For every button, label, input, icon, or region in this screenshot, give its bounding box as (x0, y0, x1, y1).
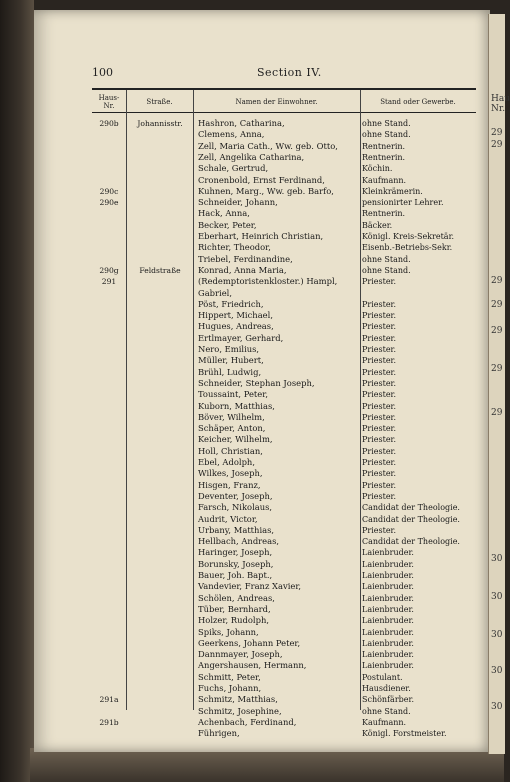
occupation: Priester. (362, 401, 397, 411)
house-number: 291a (99, 695, 119, 705)
house-number: 290c (99, 186, 119, 196)
resident-name: Deventer, Joseph, (198, 490, 273, 501)
occupation: Kaufmann. (362, 717, 407, 727)
table-row (92, 401, 476, 412)
resident-name: Schäper, Anton, (198, 423, 266, 434)
occupation: ohne Stand. (362, 119, 411, 128)
table-row (92, 728, 476, 739)
next-page-fragment: Nr. (491, 104, 506, 114)
occupation: Laienbruder. (362, 548, 414, 558)
table-row (92, 152, 476, 163)
resident-name: Gabriel, (198, 287, 233, 298)
street-name: Johannisstr. (137, 119, 183, 128)
occupation: Köchin. (362, 164, 393, 174)
occupation: Laienbruder. (362, 638, 414, 648)
resident-name: Schmitz, Matthias, (198, 694, 278, 705)
house-number: 290e (99, 198, 119, 208)
table-row (92, 649, 476, 660)
resident-name: Schneider, Johann, (198, 197, 278, 208)
occupation: Priester. (362, 446, 397, 456)
resident-name: Eberhart, Heinrich Christian, (198, 231, 324, 241)
table-row (92, 559, 476, 570)
resident-name: Bauer, Joh. Bapt., (198, 570, 273, 580)
page-number: 100 (92, 66, 113, 79)
table-row (92, 355, 476, 366)
occupation: Laienbruder. (362, 661, 414, 671)
occupation: ohne Stand. (362, 706, 411, 716)
table-row (92, 638, 476, 649)
table-row (92, 129, 476, 140)
column-header-namen: Namen der Einwohner. (235, 98, 318, 106)
resident-name: Achenbach, Ferdinand, (198, 716, 297, 727)
table-row (92, 220, 476, 231)
next-page-fragment: 29 (491, 364, 503, 374)
resident-name: Holzer, Rudolph, (198, 615, 269, 626)
resident-name: Müller, Hubert, (198, 355, 264, 366)
section-title: Section IV. (257, 66, 322, 79)
column-header-hausnr: Haus- Nr. (98, 94, 120, 110)
table-row (92, 446, 476, 457)
resident-name: (Redemptoristenkloster.) Hampl, (198, 276, 338, 287)
resident-name: Kuhnen, Marg., Ww. geb. Barfo, (198, 185, 334, 196)
occupation: Priester. (362, 480, 397, 490)
table-row (92, 491, 476, 502)
table-row (92, 299, 476, 310)
resident-name: Pöst, Friedrich, (198, 298, 264, 309)
table-row (92, 321, 476, 332)
next-page-fragment: 30 (491, 702, 503, 712)
table-row (92, 378, 476, 389)
table-row (92, 367, 476, 378)
table-row (92, 118, 476, 129)
occupation: Rentnerin. (362, 209, 406, 219)
occupation: Priester. (362, 469, 397, 479)
next-page-fragment: 29 (491, 326, 503, 336)
occupation: Candidat der Theologie. (362, 503, 460, 513)
book-edge (30, 748, 504, 782)
next-page-fragment: Hau (491, 94, 510, 104)
next-page-fragment: 30 (491, 554, 503, 564)
resident-name: Keicher, Wilhelm, (198, 434, 273, 445)
table-row (92, 717, 476, 728)
table-row (92, 163, 476, 174)
page-header (92, 66, 480, 82)
occupation: Schönfärber. (362, 695, 414, 705)
house-number: 291 (101, 277, 117, 287)
table-row (92, 694, 476, 705)
table-row (92, 288, 476, 299)
table-row (92, 389, 476, 400)
table-row (92, 197, 476, 208)
table-row (92, 502, 476, 513)
resident-name: Hugues, Andreas, (198, 321, 274, 332)
occupation: Priester. (362, 424, 397, 434)
resident-name: Becker, Peter, (198, 219, 257, 230)
resident-name: Urbany, Matthias, (198, 524, 275, 535)
resident-name: Clemens, Anna, (198, 129, 265, 140)
table-row (92, 344, 476, 355)
resident-name: Geerkens, Johann Peter, (198, 637, 301, 648)
occupation: Priester. (362, 458, 397, 467)
next-page-fragment: 29 (491, 408, 503, 418)
resident-name: Hack, Anna, (198, 208, 250, 219)
occupation: Laienbruder. (362, 650, 414, 660)
resident-name: Hisgen, Franz, (198, 479, 261, 490)
resident-name: Nero, Emilius, (198, 344, 260, 354)
occupation: Priester. (362, 378, 397, 388)
resident-name: Toussaint, Peter, (198, 389, 269, 400)
residents-table (92, 88, 476, 739)
occupation: ohne Stand. (362, 254, 411, 264)
occupation: Laienbruder. (362, 571, 414, 580)
resident-name: Tüber, Bernhard, (198, 603, 271, 614)
occupation: Königl. Kreis-Sekretär. (362, 232, 455, 241)
resident-name: Hellbach, Andreas, (198, 536, 280, 547)
resident-name: Ebel, Adolph, (198, 457, 255, 467)
occupation: Laienbruder. (362, 593, 414, 603)
resident-name: Böver, Wilhelm, (198, 411, 265, 422)
occupation: Candidat der Theologie. (362, 514, 460, 524)
resident-name: Fuchs, Johann, (198, 683, 262, 693)
table-row (92, 604, 476, 615)
occupation: Priester. (362, 356, 397, 366)
next-page-fragment: 29 (491, 276, 503, 286)
occupation: Rentnerin. (362, 152, 406, 162)
book-spine (0, 0, 34, 782)
resident-name: Schmitz, Josephine, (198, 705, 282, 716)
table-row (92, 547, 476, 558)
table-row (92, 525, 476, 536)
resident-name: Vandevier, Franz Xavier, (198, 581, 302, 592)
house-number: 290g (99, 265, 119, 275)
resident-name: Kuborn, Matthias, (198, 400, 275, 411)
table-row (92, 310, 476, 321)
occupation: ohne Stand. (362, 130, 411, 140)
table-row (92, 412, 476, 423)
occupation: Kleinkrämerin. (362, 186, 423, 196)
column-header-strasse: Straße. (146, 98, 173, 106)
resident-name: Zell, Angelika Catharina, (198, 151, 305, 162)
resident-name: Triebel, Ferdinandine, (198, 253, 293, 264)
resident-name: Hashron, Catharina, (198, 118, 285, 128)
table-row (92, 672, 476, 683)
occupation: Priester. (362, 333, 397, 343)
resident-name: Ertlmayer, Gerhard, (198, 332, 284, 343)
resident-name: Schneider, Stephan Joseph, (198, 377, 315, 388)
occupation: Kaufmann. (362, 175, 407, 185)
table-row (92, 570, 476, 581)
table-row (92, 434, 476, 445)
resident-name: Farsch, Nikolaus, (198, 502, 273, 513)
column-header-stand: Stand oder Gewerbe. (380, 98, 456, 106)
occupation: Laienbruder. (362, 582, 414, 592)
occupation: Priester. (362, 412, 397, 422)
resident-name: Richter, Theodor, (198, 242, 271, 253)
table-row (92, 683, 476, 694)
resident-name: Cronenbold, Ernst Ferdinand, (198, 174, 325, 185)
occupation: Priester. (362, 367, 397, 377)
resident-name: Brühl, Ludwig, (198, 366, 262, 377)
resident-name: Holl, Christian, (198, 445, 263, 456)
occupation: Priester. (362, 390, 397, 400)
table-row (92, 208, 476, 219)
resident-name: Hippert, Michael, (198, 310, 273, 321)
occupation: pensionirter Lehrer. (362, 198, 444, 208)
table-row (92, 660, 476, 671)
resident-name: Wilkes, Joseph, (198, 468, 263, 479)
occupation: ohne Stand. (362, 265, 411, 275)
resident-name: Schale, Gertrud, (198, 163, 269, 174)
occupation: Candidat der Theologie. (362, 537, 460, 547)
occupation: Bäcker. (362, 220, 393, 230)
occupation: Priester. (362, 311, 397, 321)
occupation: Laienbruder. (362, 559, 414, 569)
occupation: Eisenb.-Betriebs-Sekr. (362, 243, 453, 253)
street-name: Feldstraße (139, 265, 181, 275)
occupation: Postulant. (362, 672, 403, 682)
occupation: Laienbruder. (362, 627, 414, 637)
occupation: Laienbruder. (362, 616, 414, 626)
next-page-fragment: 29 (491, 140, 503, 150)
next-page-edge (488, 14, 510, 754)
resident-name: Spiks, Johann, (198, 626, 259, 637)
resident-name: Haringer, Joseph, (198, 547, 273, 558)
table-row (92, 276, 476, 287)
resident-name: Dannmayer, Joseph, (198, 649, 283, 660)
table-row (92, 615, 476, 626)
table-row (92, 254, 476, 265)
resident-name: Zell, Maria Cath., Ww. geb. Otto, (198, 140, 338, 151)
occupation: Priester. (362, 435, 397, 445)
table-row (92, 175, 476, 186)
occupation: Rentnerin. (362, 141, 406, 151)
occupation: Priester. (362, 299, 397, 309)
table-row (92, 480, 476, 491)
resident-name: Schölen, Andreas, (198, 592, 275, 603)
occupation: Priester. (362, 491, 397, 501)
next-page-fragment: 30 (491, 592, 503, 602)
table-row (92, 581, 476, 592)
resident-name: Angershausen, Hermann, (198, 660, 307, 671)
table-row (92, 265, 476, 276)
table-row (92, 706, 476, 717)
table-row (92, 186, 476, 197)
next-page-fragment: 30 (491, 630, 503, 640)
next-page-fragment: 30 (491, 666, 503, 676)
table-row (92, 141, 476, 152)
table-row (92, 242, 476, 253)
table-row (92, 536, 476, 547)
table-row (92, 231, 476, 242)
table-row (92, 627, 476, 638)
resident-name: Führigen, (198, 728, 240, 739)
table-row (92, 333, 476, 344)
table-row (92, 593, 476, 604)
occupation: Priester. (362, 322, 397, 332)
occupation: Königl. Forstmeister. (362, 729, 447, 739)
next-page-fragment: 29 (491, 128, 503, 138)
resident-name: Konrad, Anna Maria, (198, 264, 287, 275)
table-top-rule (92, 88, 476, 90)
resident-name: Audrit, Victor, (198, 513, 258, 524)
occupation: Laienbruder. (362, 604, 414, 614)
house-number: 291b (99, 717, 119, 727)
occupation: Priester. (362, 345, 397, 354)
table-row (92, 457, 476, 468)
resident-name: Schmitt, Peter, (198, 671, 261, 682)
next-page-fragment: 29 (491, 300, 503, 310)
table-row (92, 468, 476, 479)
table-header-rule (92, 112, 476, 113)
house-number: 290b (99, 119, 119, 128)
table-row (92, 423, 476, 434)
table-row (92, 514, 476, 525)
occupation: Priester. (362, 525, 397, 535)
occupation: Hausdiener. (362, 684, 411, 693)
resident-name: Borunsky, Joseph, (198, 558, 274, 569)
occupation: Priester. (362, 277, 397, 287)
